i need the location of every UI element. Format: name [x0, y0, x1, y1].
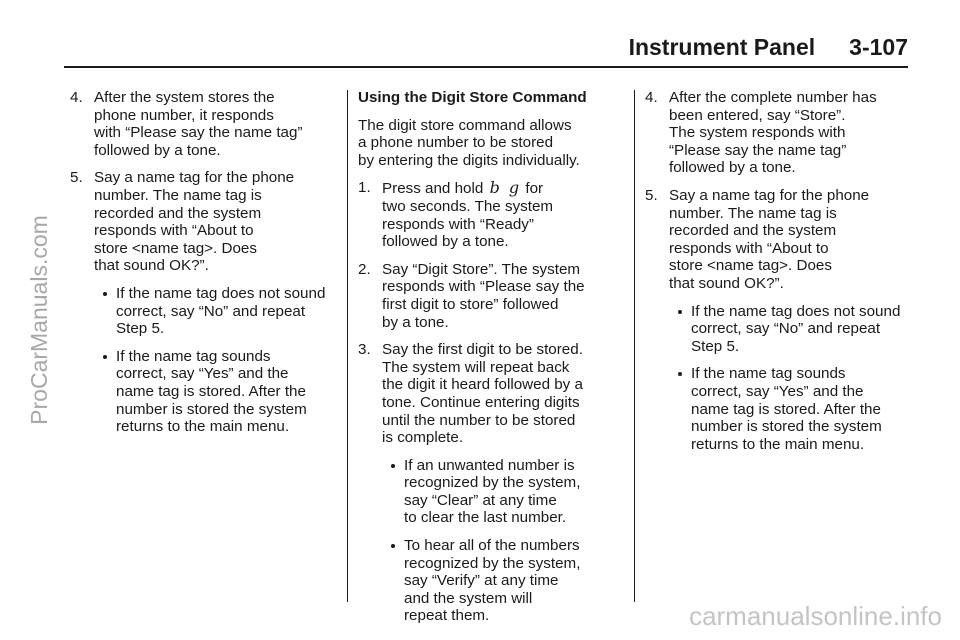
text-line: To hear all of the numbers [404, 537, 580, 555]
text-line: “Please say the name tag” [669, 141, 847, 159]
text-line: recognized by the system, [404, 554, 581, 572]
intro-paragraph [358, 117, 626, 170]
text-line: number. The name tag is [669, 204, 837, 222]
bullet-icon [678, 310, 682, 314]
section-title: Instrument Panel [628, 34, 816, 60]
text-line: correct, say “No” and repeat [691, 320, 881, 338]
step-number: 2. [358, 260, 371, 278]
text-line: Say a name tag for the phone [94, 169, 295, 187]
text-line: correct, say “No” and repeat [116, 302, 306, 320]
text-line: After the complete number has [669, 89, 877, 106]
text-line: The system will repeat back [382, 358, 570, 376]
step-number: 3. [358, 341, 371, 359]
text-line: Say a name tag for the phone [669, 186, 870, 204]
text-line: correct, say “Yes” and the [691, 382, 864, 400]
text-line: Step 5. [691, 337, 740, 355]
text-line: correct, say “Yes” and the [116, 365, 289, 383]
text-line: responds with “Please say the [382, 278, 585, 296]
step-1 [358, 179, 626, 250]
text-line: Step 5. [116, 320, 165, 338]
bullet-icon [103, 292, 107, 296]
text-line: number is stored the system [691, 418, 882, 436]
text-line: followed by a tone. [382, 233, 509, 251]
text-line: say “Verify” at any time [404, 572, 559, 590]
bullet-item [645, 303, 915, 356]
text-fragment: for [525, 180, 544, 198]
text-line: name tag is stored. After the [116, 382, 306, 400]
text-line: to clear the last number. [404, 509, 567, 527]
text-line: the digit it heard followed by a [382, 376, 583, 394]
text-line: If the name tag does not sound [116, 284, 326, 302]
text-line: If the name tag sounds [691, 365, 846, 383]
step-number: 5. [645, 186, 658, 204]
bullet-icon [678, 372, 682, 376]
text-line: store <name tag>. Does [94, 239, 257, 257]
phone-button-icon: b g [489, 178, 522, 198]
bullet-icon [391, 464, 395, 468]
text-line: number. The name tag is [94, 186, 262, 204]
text-line: a phone number to be stored [358, 134, 554, 152]
bullet-item [358, 457, 626, 527]
page-header [629, 34, 908, 61]
step-4 [70, 89, 342, 159]
text-line: responds with “About to [94, 222, 254, 240]
text-line: followed by a tone. [669, 159, 796, 177]
header-rule [64, 66, 908, 68]
side-watermark: ProCarManuals.com [26, 215, 52, 425]
text-line: responds with “About to [669, 239, 829, 257]
text-line: Say the first digit to be stored. [382, 341, 583, 359]
text-line: recorded and the system [94, 204, 262, 222]
bullet-item [645, 365, 915, 453]
text-line: name tag is stored. After the [691, 400, 881, 418]
text-line: with “Please say the name tag” [94, 124, 303, 142]
text-line: After the system stores the [94, 89, 275, 106]
bullet-icon [391, 544, 395, 548]
text-line: returns to the main menu. [116, 418, 290, 436]
section-heading: Using the Digit Store Command [358, 89, 587, 106]
text-line: Say “Digit Store”. The system [382, 260, 581, 278]
step-4 [645, 89, 915, 177]
column-1 [70, 89, 342, 446]
column-divider [634, 90, 635, 602]
text-line: tone. Continue entering digits [382, 393, 580, 411]
column-divider [347, 90, 348, 602]
text-line: If an unwanted number is [404, 456, 575, 474]
step-number: 1. [358, 179, 371, 197]
step-number: 4. [645, 89, 658, 106]
text-line [382, 179, 626, 198]
step-2 [358, 261, 626, 331]
page-number: 3-107 [849, 34, 908, 60]
text-line: been entered, say “Store”. [669, 106, 846, 124]
text-line: followed by a tone. [94, 141, 221, 159]
text-line: until the number to be stored [382, 411, 576, 429]
bullet-icon [103, 355, 107, 359]
text-line: recorded and the system [669, 222, 837, 240]
text-line: recognized by the system, [404, 474, 581, 492]
bullet-item [70, 285, 342, 338]
text-line: by entering the digits individually. [358, 151, 580, 169]
text-line: say “Clear” at any time [404, 491, 557, 509]
text-line: If the name tag does not sound [691, 302, 901, 320]
text-line: that sound OK?”. [669, 274, 784, 292]
text-line: If the name tag sounds [116, 347, 271, 365]
text-line: that sound OK?”. [94, 257, 209, 275]
bullet-item [358, 537, 626, 625]
step-3 [358, 341, 626, 447]
text-line: The digit store command allows [358, 116, 572, 134]
text-line: store <name tag>. Does [669, 257, 832, 275]
text-fragment: Press and hold [382, 180, 484, 198]
text-line: and the system will [404, 589, 533, 607]
text-line: number is stored the system [116, 400, 307, 418]
footer-watermark: carmanualsonline.info [689, 601, 942, 631]
step-5 [645, 187, 915, 293]
column-2 [358, 89, 626, 635]
text-line: returns to the main menu. [691, 435, 865, 453]
text-line: responds with “Ready” [382, 215, 534, 233]
text-line: by a tone. [382, 313, 449, 331]
bullet-item [70, 348, 342, 436]
text-line: The system responds with [669, 124, 846, 142]
step-number: 4. [70, 89, 83, 106]
step-number: 5. [70, 169, 83, 187]
text-line: phone number, it responds [94, 106, 274, 124]
step-5 [70, 169, 342, 275]
text-line: first digit to store” followed [382, 295, 559, 313]
text-line: is complete. [382, 429, 464, 447]
text-line: two seconds. The system [382, 197, 554, 215]
text-line: repeat them. [404, 607, 490, 625]
column-3 [645, 89, 915, 463]
